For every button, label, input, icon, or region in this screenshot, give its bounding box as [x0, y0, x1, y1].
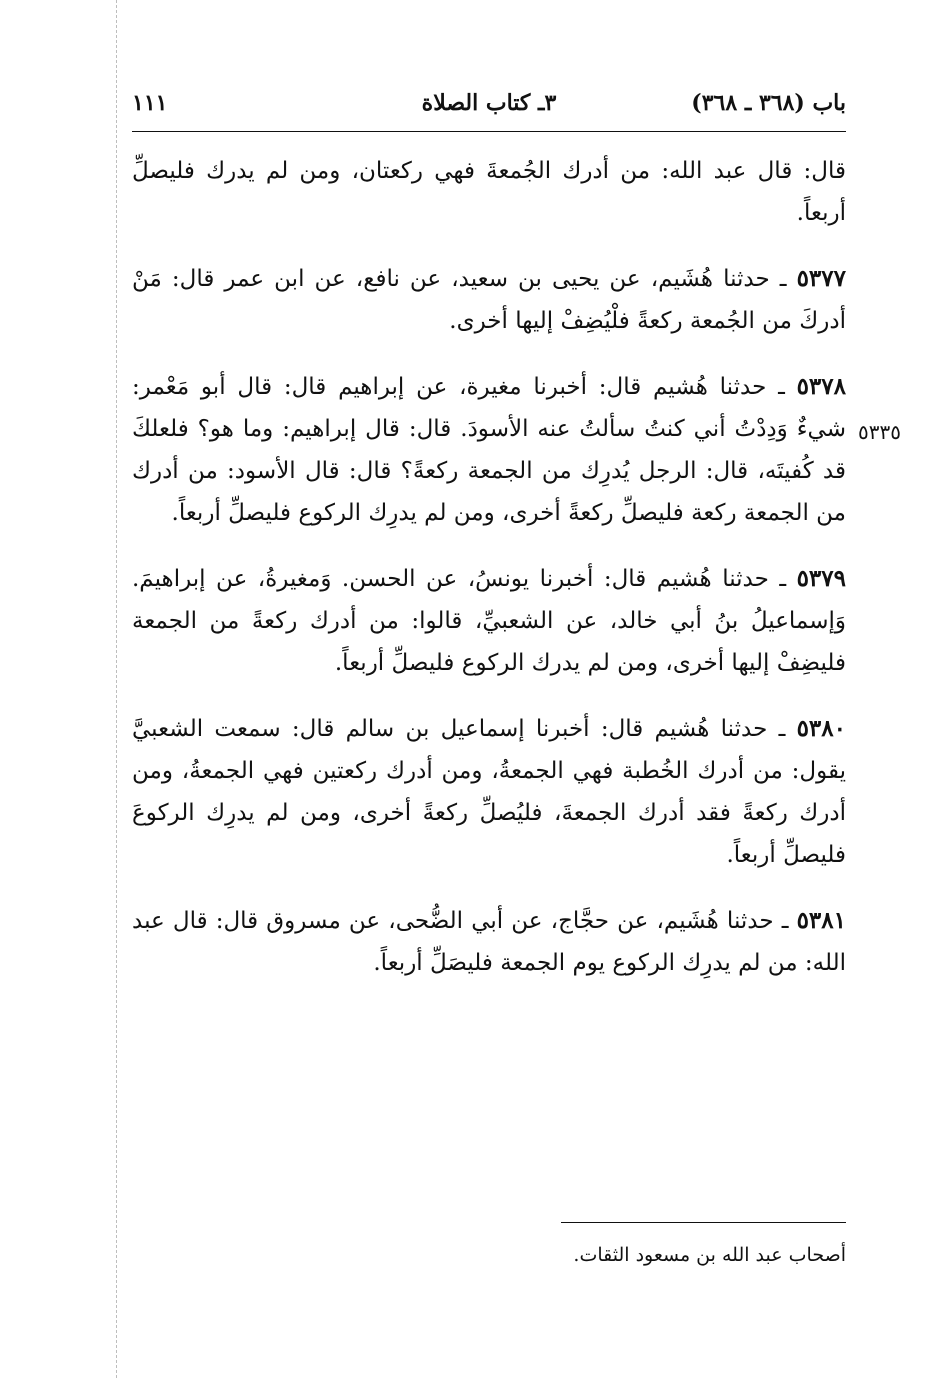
hadith-text: قال: قال عبد الله: من أدرك الجُمعةَ فهي ركعتان، ومن لم يدرك فليصلِّ أربعاً. — [132, 158, 846, 226]
hadith-text: ـ حدثنا هُشيم قال: أخبرنا مغيرة، عن إبراهيم قال: قال أبو مَعْمر: شيءٌ وَدِدْتُ أني كنتُ سألتُ عنه الأسودَ. قال: قال إبراهيم: وما هو؟ فلعلكَ قد كُفيتَه، قال: الرجل يُدرِك من الجمعة ركعةً؟ قال: قال الأسود: من أدرك من الجمعة ركعة فليصلِّ ركعةً أخرى، ومن لم يدرِك الركوع فليصلِّ أربعاً. — [132, 374, 846, 526]
margin-reference-number: ٥٣٣٥ — [858, 420, 901, 444]
hadith-number: ٥٣٨٠ — [796, 715, 846, 742]
page-border — [116, 0, 118, 1378]
chapter-title: باب (٣٦٨ ـ ٣٦٨) — [691, 90, 846, 116]
hadith-text: ـ حدثنا هُشَيم، عن حجَّاج، عن أبي الضُّحى، عن مسروق قال: قال عبد الله: من لم يدرِك الركوع يوم الجمعة فليصَلِّ أربعاً. — [132, 908, 846, 976]
hadith-5377 — [132, 258, 846, 342]
hadith-5381 — [132, 900, 846, 984]
header-rule — [132, 131, 846, 132]
paragraph-continuation — [132, 150, 846, 234]
hadith-text: ـ حدثنا هُشيم قال: أخبرنا إسماعيل بن سالم قال: سمعت الشعبيَّ يقول: من أدرك الخُطبة فهي الجمعةُ، ومن أدرك ركعتين فهي الجمعةُ، ومن أدرك ركعةً فقد أدرك الجمعةَ، فليُصلِّ ركعةً أخرى، ومن لم يدرِك الركوعَ فليصلِّ أربعاً. — [132, 716, 846, 868]
hadith-number: ٥٣٧٨ — [796, 373, 846, 400]
hadith-number: ٥٣٧٩ — [796, 565, 846, 592]
book-title: ٣ـ كتاب الصلاة — [421, 90, 557, 116]
hadith-number: ٥٣٧٧ — [796, 265, 846, 292]
hadith-text: ـ حدثنا هُشيم قال: أخبرنا يونسُ، عن الحسن. وَمغيرةُ، عن إبراهيمَ. وَإسماعيلُ بنُ أبي خالد، عن الشعبيِّ، قالوا: من أدرك ركعةً من الجمعة فليضِفْ إليها أخرى، ومن لم يدرك الركوع فليصلِّ أربعاً. — [132, 566, 846, 676]
footnote: أصحاب عبد الله بن مسعود الثقات. — [573, 1244, 846, 1266]
hadith-5378 — [132, 366, 846, 534]
page-header — [132, 86, 846, 126]
page-number: ١١١ — [132, 90, 168, 116]
hadith-text: ـ حدثنا هُشَيم، عن يحيى بن سعيد، عن نافع، عن ابن عمر قال: مَنْ أدركَ من الجُمعة ركعةً فلْيُضِفْ إليها أخرى. — [132, 266, 846, 334]
footnote-rule — [561, 1222, 846, 1223]
hadith-number: ٥٣٨١ — [796, 907, 846, 934]
main-text — [132, 150, 846, 1008]
hadith-5379 — [132, 558, 846, 684]
hadith-5380 — [132, 708, 846, 876]
